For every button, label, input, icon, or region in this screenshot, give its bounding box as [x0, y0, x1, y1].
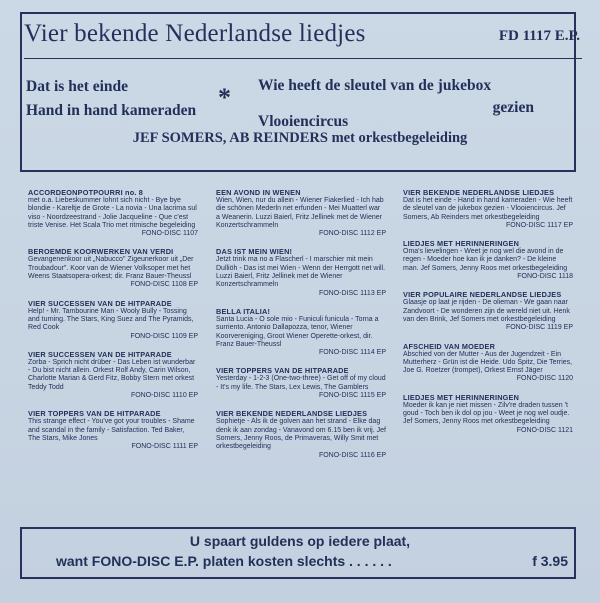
- song-title: Hand in hand kameraden: [26, 102, 197, 119]
- catalog-entry-title: VIER POPULAIRE NEDERLANDSE LIEDJES: [403, 290, 562, 300]
- footer-slogan-line1: U spaart guldens op iedere plaat,: [189, 533, 411, 549]
- catalog-entry: [28, 247, 198, 289]
- song-title: Dat is het einde: [26, 78, 129, 95]
- catalog-entry-description: Jetzt trink ma no a Flascherl - I marschier mit mein Dulliöh - Das ist mei Wien - Wenn der Herrgott net will. Luzzi Baierl, Fritz Jellinek met de Wiener Konzertschrammeln: [216, 256, 386, 289]
- catalog-entry: [28, 188, 198, 238]
- catalog-entry-disc-number: FONO-DISC 1110 EP: [130, 392, 198, 400]
- catalog-entry-description: Help! - Mr. Tambourine Man - Wooly Bully - Tossing and turning. The Stars, King Suez and The Pyramids, Red Cook: [28, 307, 194, 332]
- catalog-entry-title: AFSCHEID VAN MOEDER: [403, 341, 496, 351]
- catalog-entry-title: LIEDJES MET HERINNERINGEN: [403, 239, 520, 249]
- catalog-entry-disc-number: FONO-DISC 1109 EP: [130, 332, 198, 340]
- catalog-entry-disc-number: FONO-DISC 1114 EP: [318, 349, 386, 357]
- catalog-entry-description: Oma's lievelingen - Weet je nog wel die avond in de regen - Moeder hoe kan ik je danken? - De kleine man. Jef Somers, Jenny Roos met orkestbegeleiding: [403, 248, 568, 272]
- catalog-entry-description: This strange effect - You've got your troubles - Shame and scandal in the family - Satisfaction. Ted Baker, The Stars, Mike Jones: [28, 418, 195, 442]
- catalog-entry: [28, 350, 198, 400]
- catalog-column-1: [28, 188, 198, 461]
- catalog-entry-title: DAS IST MEIN WIEN!: [216, 247, 293, 257]
- catalog-entry-title: VIER SUCCESSEN VAN DE HITPARADE: [28, 349, 172, 359]
- catalog-entry: [28, 299, 198, 341]
- catalog-entry: [216, 188, 386, 238]
- catalog-entry-disc-number: FONO-DISC 1120: [516, 375, 573, 383]
- catalog-entry-disc-number: FONO-DISC 1113 EP: [318, 289, 386, 297]
- song-title: Vlooiencircus: [258, 113, 349, 130]
- catalog-entry-title: VIER SUCCESSEN VAN DE HITPARADE: [28, 298, 172, 308]
- song-list-left: [26, 75, 196, 123]
- catalog-column-3: [403, 188, 573, 444]
- catalog-entry-disc-number: FONO-DISC 1116 EP: [318, 451, 386, 459]
- catalog-entry: [403, 188, 573, 230]
- song-list-right: [258, 75, 534, 133]
- catalog-entry-description: Yesterday - 1-2-3 (One-two-three) - Get off of my cloud - It's my life. The Stars, Lex Lewis, The Gamblers: [216, 375, 386, 391]
- catalog-entry-description: Abschied von der Mutter - Aus der Jugendzeit - Ein Mutterherz - Grün ist die Heide. Udo Spitz, Die Terries, Joe G. Roetzer (trompet), Orkest Ernst Jäger: [403, 350, 573, 375]
- catalog-entry-title: VIER TOPPERS VAN DE HITPARADE: [28, 409, 161, 419]
- catalog-entry-disc-number: FONO-DISC 1121: [516, 426, 573, 434]
- catalog-entry-title: LIEDJES MET HERINNERINGEN: [403, 392, 520, 402]
- song-title-continuation: gezien: [492, 99, 534, 116]
- catalog-entry-disc-number: FONO-DISC 1108 EP: [130, 281, 198, 289]
- catalog-listing: [28, 188, 576, 520]
- catalog-entry: [403, 239, 573, 281]
- catalog-entry-description: Dat is het einde - Hand in hand kameraden - Wie heeft de sleutel van de jukebox gezien - Vlooiencircus. Jef Somers, Ab Reinders met orkestbegeleiding: [403, 197, 573, 221]
- catalog-entry-title: ACCORDEONPOTPOURRI no. 8: [28, 188, 144, 197]
- album-title: Vier bekende Nederlandse liedjes: [24, 20, 366, 47]
- catalog-entry-title: BEROEMDE KOORWERKEN VAN VERDI: [28, 247, 174, 257]
- catalog-entry: [403, 290, 573, 332]
- title-divider: [24, 58, 582, 59]
- catalog-entry: [216, 307, 386, 357]
- catalog-entry-disc-number: FONO-DISC 1118: [517, 273, 573, 281]
- catalog-entry-description: Moeder ik kan je niet missen - Zilv're draden tussen 't goud - Toch ben ik dol op jou - Weet je nog wel oudje. Jef Somers, Jenny Roos met orkestbegeleiding: [403, 401, 570, 426]
- catalog-entry-description: met o.a. Liebeskummer lohnt sich nicht - Bye bye blondie - Kareltje de Grote - La novia - Una lacrima sul viso - Noordzeestrand - Jolie Jacqueline - Que c'est triste Venise. Het Scala Trio met ritmische begeleiding: [28, 197, 197, 229]
- asterisk-separator: *: [218, 83, 231, 112]
- catalog-entry-title: EEN AVOND IN WENEN: [216, 188, 301, 197]
- catalog-column-2: [216, 188, 386, 469]
- catalog-entry-disc-number: FONO-DISC 1119 EP: [505, 324, 573, 332]
- catalog-entry: [28, 409, 198, 451]
- catalog-entry-disc-number: FONO-DISC 1117 EP: [505, 221, 573, 229]
- catalog-entry-description: Gevangenenkoor uit „Nabucco" Zigeunerkoor uit „Der Troubadour". Koor van de Wiener Volksoper met het Weens Staatsopera-orkest; dir. Franz Bauer-Theussl: [28, 256, 194, 281]
- catalog-entry-disc-number: FONO-DISC 1111 EP: [131, 443, 198, 451]
- song-title: Wie heeft de sleutel van de jukebox: [258, 77, 492, 94]
- catalog-entry-description: Santa Lucia - O sole mio - Funiculi funicula - Torna a surriento. Antonio Dallapozza, tenor, Wiener Koorvereniging, Groot Wiener Operette-orkest, dir. Franz Bauer-Theussl: [216, 315, 379, 348]
- catalog-entry: [216, 247, 386, 297]
- artists-credit: JEF SOMERS, AB REINDERS met orkestbegeleiding: [132, 130, 468, 146]
- catalog-entry-disc-number: FONO-DISC 1112 EP: [318, 230, 386, 238]
- catalog-entry-description: Zorba - Sprich nicht drüber - Das Leben ist wunderbar - Du bist nicht allein. Orkest Rolf Andy, Carin Wilson, Charlotte Marian & Gerd Fitz, Bobby Stern met orkest Teddy Todd: [28, 358, 196, 391]
- catalog-entry: [216, 409, 386, 459]
- footer-slogan-line2: want FONO-DISC E.P. platen kosten slechts . . . . . .: [56, 553, 392, 569]
- catalog-entry-title: VIER BEKENDE NEDERLANDSE LIEDJES: [216, 409, 368, 419]
- catalog-entry-title: BELLA ITALIA!: [216, 306, 271, 316]
- catalog-entry-disc-number: FONO-DISC 1115 EP: [318, 392, 386, 400]
- catalog-entry-title: VIER BEKENDE NEDERLANDSE LIEDJES: [403, 188, 555, 197]
- catalog-entry: [403, 342, 573, 384]
- catalog-entry: [403, 393, 573, 435]
- catalog-entry-description: Sophietje - Als ik de golven aan het strand - Elke dag denk ik aan zondag - Vanavond om 6.15 ben ik vrij. Jef Somers, Jenny Roos, de Primaveras, Willy Smit met orkestbegeleiding: [216, 418, 386, 451]
- catalog-entry-description: Glaasje op laat je rijden - De olieman - We gaan naar Zandvoort - De wonderen zijn de wereld niet uit. Henk van den Brink, Jef Somers met orkestbegeleiding: [403, 299, 570, 323]
- catalog-number: FD 1117 E.P.: [498, 28, 580, 44]
- catalog-entry-title: VIER TOPPERS VAN DE HITPARADE: [216, 366, 349, 376]
- catalog-entry-description: Wien, Wien, nur du allein - Wiener Fiakerlied - Ich hab die schönen Mederln net erfunden - Mei Muatterl war a Weanerin. Luzzi Baierl, Fritz Jellinek met de Wiener Konzertschrammeln: [216, 197, 384, 229]
- catalog-entry-disc-number: FONO-DISC 1107: [141, 230, 198, 238]
- catalog-entry: [216, 366, 386, 400]
- footer-price: f 3.95: [532, 553, 568, 569]
